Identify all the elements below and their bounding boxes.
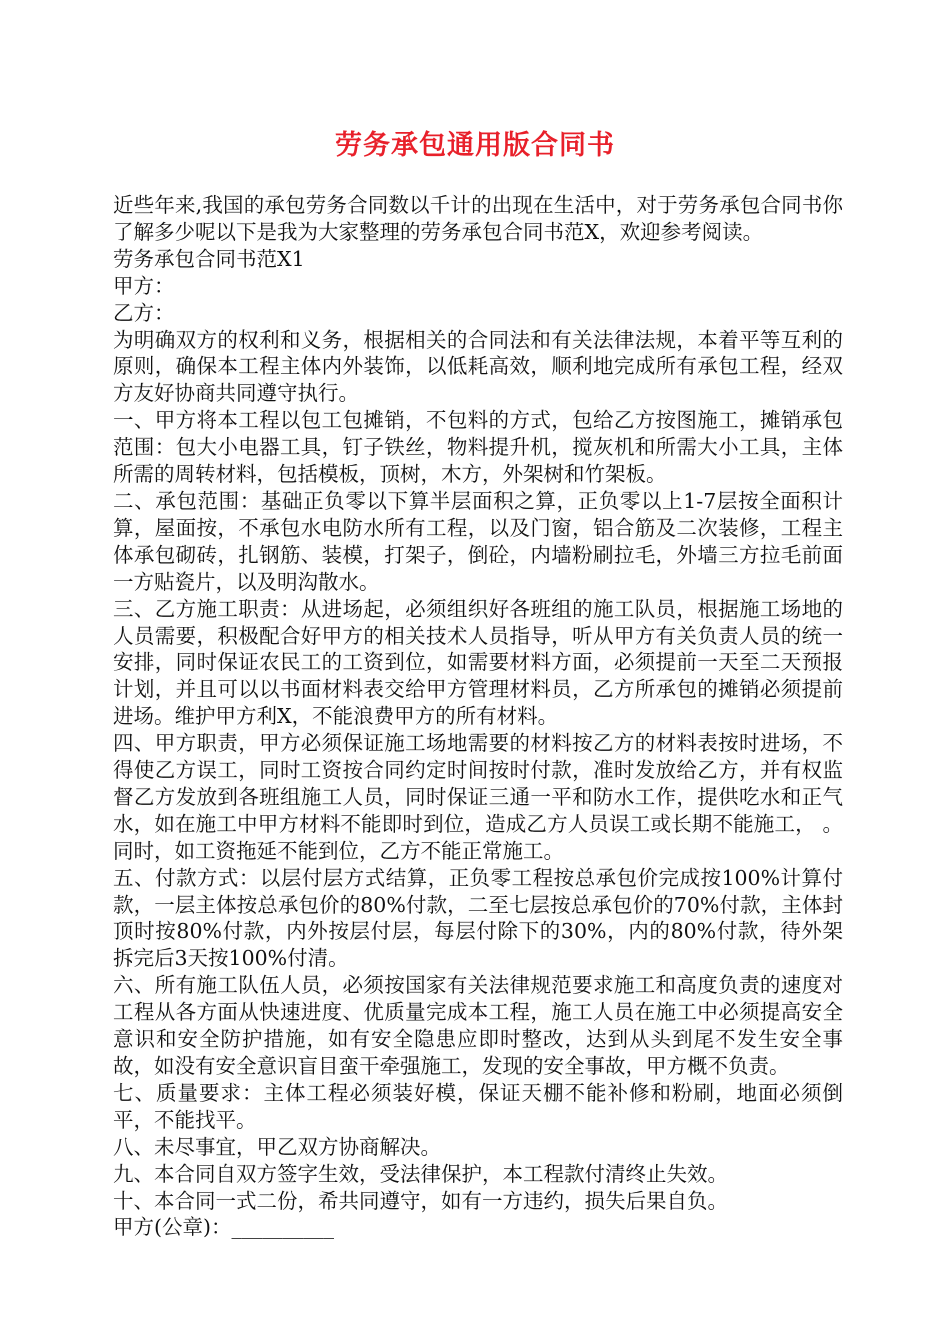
clause-5: 五、付款方式：以层付层方式结算，正负零工程按总承包价完成按100%计算付款，一层主体按总承包价的80%付款，二至七层按总承包价的70%付款，主体封顶时按80%付款，内外按层付层，每层付除下的30%，内的80%付款，待外架拆完后3天按100%付清。 [113,865,843,971]
clause-8: 八、未尽事宜，甲乙双方协商解决。 [113,1134,441,1159]
document-title: 劳务承包通用版合同书 [335,130,615,161]
signature-line [113,1214,843,1241]
document-body [113,192,843,1241]
signature-label: 甲方(公章)： [113,1215,232,1240]
clause-6: 六、所有施工队伍人员，必须按国家有关法律规范要求施工和高度负责的速度对工程从各方面从快速进度、优质量完成本工程，施工人员在施工中必须提高安全意识和安全防护措施，如有安全隐患应即时整改，达到从头到尾不发生安全事故，如没有安全意识盲目蛮干牵强施工，发现的安全事故，甲方概不负责。 [113,973,843,1078]
clause-3: 三、乙方施工职责：从进场起，必须组织好各班组的施工队员，根据施工场地的人员需要，积极配合好甲方的相关技术人员指导，听从甲方有关负责人员的统一安排，同时保证农民工的工资到位，如需要材料方面，必须提前一天至二天预报计划，并且可以以书面材料表交给甲方管理材料员，乙方所承包的摊销必须提前进场。维护甲方利X，不能浪费甲方的所有材料。 [113,596,843,729]
clause-9: 九、本合同自双方签字生效，受法律保护，本工程款付清终止失效。 [113,1161,728,1186]
section-heading: 劳务承包合同书范X1 [113,246,305,271]
clause-2: 二、承包范围：基础正负零以下算半层面积之算，正负零以上1-7层按全面积计算，屋面按，不承包水电防水所有工程，以及门窗，铝合筋及二次装修，工程主体承包砌砖，扎钢筋、装模，打架子，倒砼，内墙粉刷拉毛，外墙三方拉毛前面一方贴瓷片，以及明沟散水。 [113,488,843,594]
clause-4: 四、甲方职责，甲方必须保证施工场地需要的材料按乙方的材料表按时进场，不得使乙方误工，同时工资按合同约定时间按时付款，准时发放给乙方，并有权监督乙方发放到各班组施工人员，同时保证三通一平和防水工作，提供吃水和正气水，如在施工中甲方材料不能即时到位，造成乙方人员误工或长期不能施工， 。同时，如工资拖延不能到位，乙方不能正常施工。 [113,731,843,863]
intro-paragraph: 近些年来,我国的承包劳务合同数以千计的出现在生活中，对于劳务承包合同书你了解多少呢以下是我为大家整理的劳务承包合同书范X，欢迎参考阅读。 [113,193,843,244]
signature-blank: __________ [231,1215,334,1240]
clause-7: 七、质量要求：主体工程必须装好模，保证天棚不能补修和粉刷，地面必须倒平，不能找平。 [113,1080,843,1132]
clause-1: 一、甲方将本工程以包工包摊销，不包料的方式，包给乙方按图施工，摊销承包范围：包大小电器工具，钉子铁丝，物料提升机，搅灰机和所需大小工具，主体所需的周转材料，包括模板，顶树，木方，外架树和竹架板。 [113,408,843,487]
party-b-line: 乙方： [113,300,175,325]
clause-10: 十、本合同一式二份，希共同遵守，如有一方违约，损失后果自负。 [113,1188,728,1213]
party-a-line: 甲方： [113,273,175,298]
preamble-paragraph: 为明确双方的权利和义务，根据相关的合同法和有关法律法规，本着平等互利的原则，确保本工程主体内外装饰，以低耗高效，顺利地完成所有承包工程，经双方友好协商共同遵守执行。 [113,327,843,406]
